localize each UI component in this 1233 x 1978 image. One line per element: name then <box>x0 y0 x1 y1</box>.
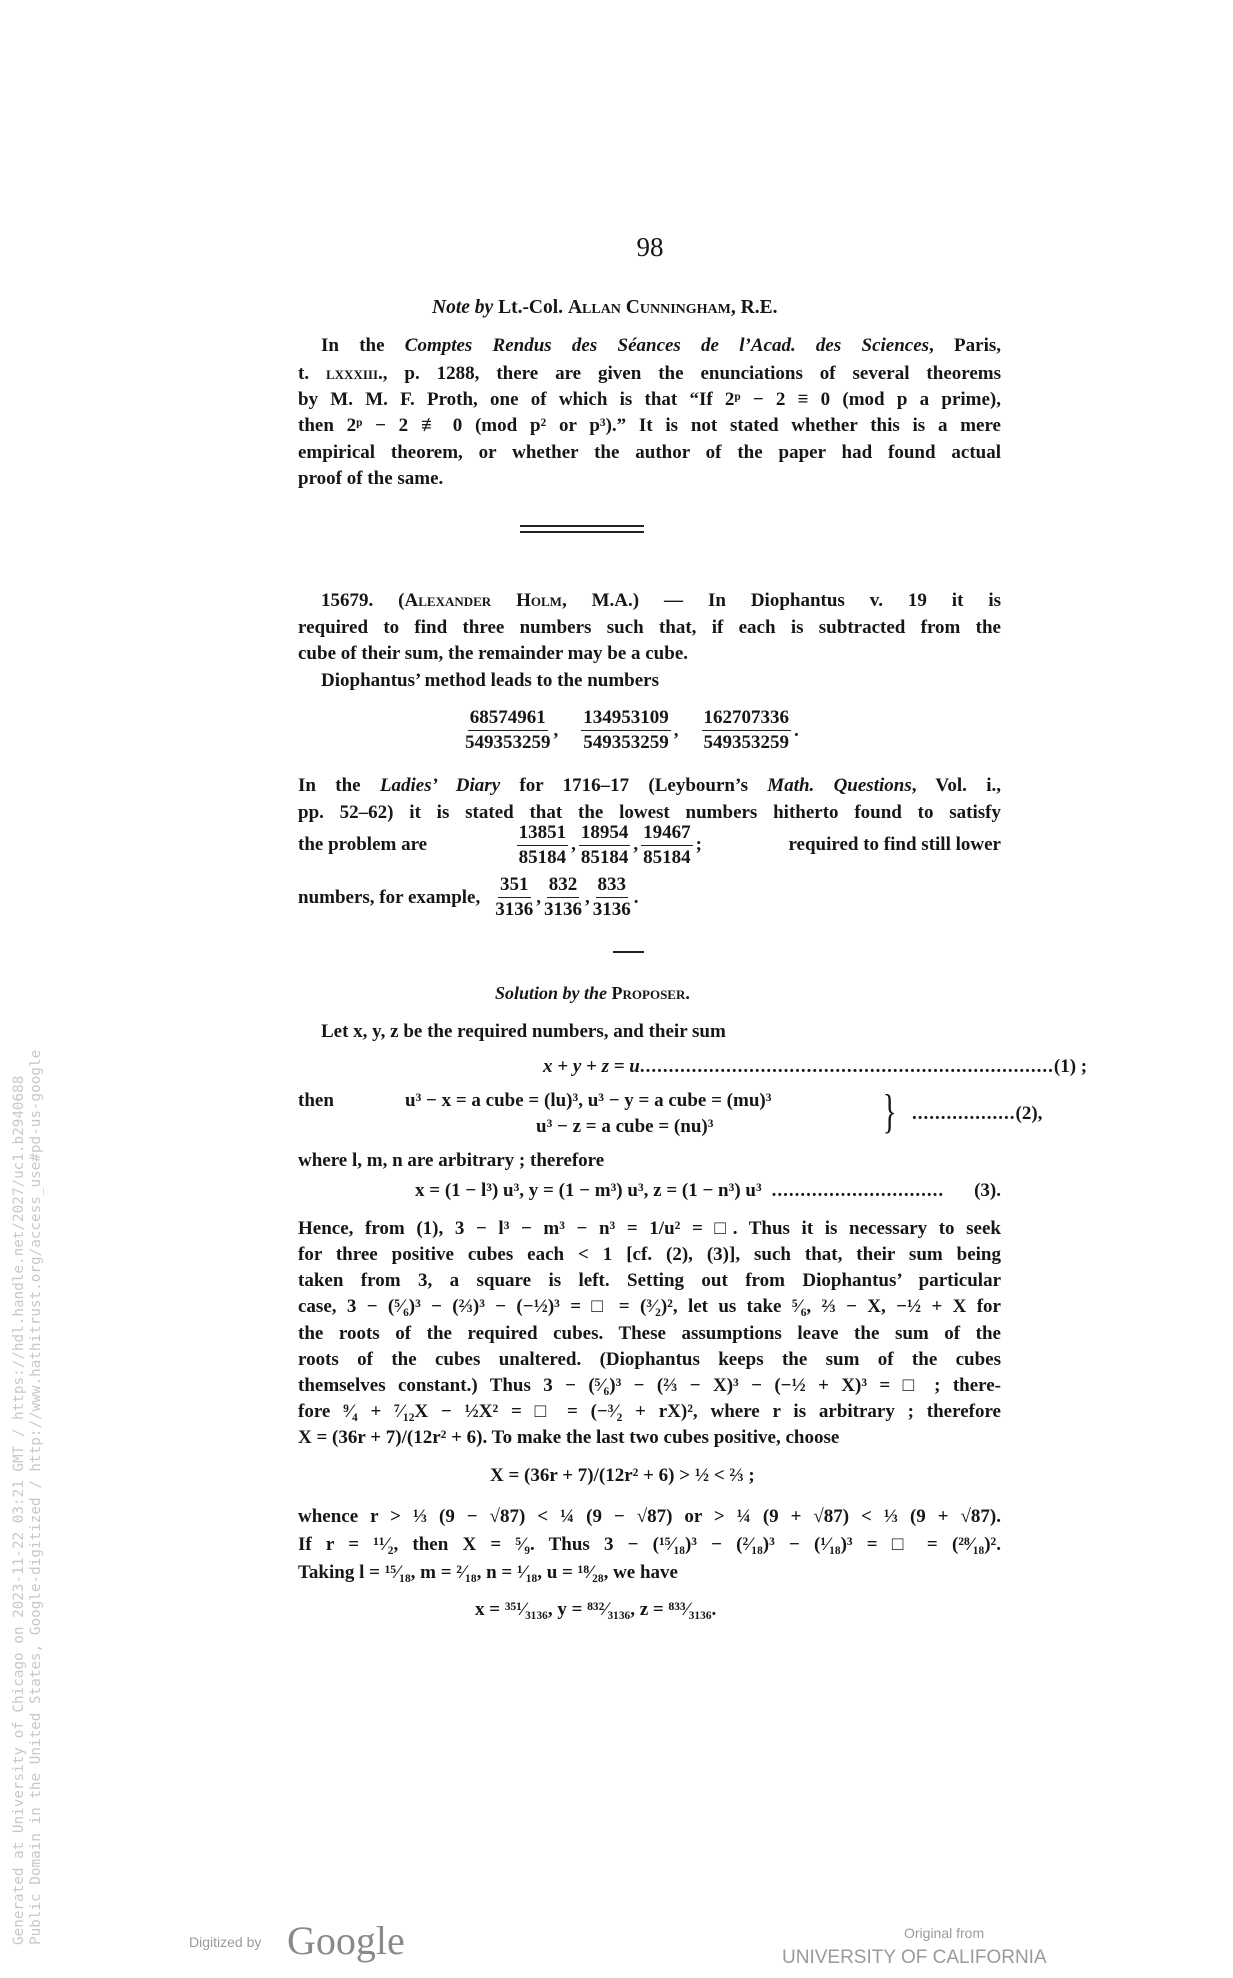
solution-line: where l, m, n are arbitrary ; therefore <box>298 1150 605 1171</box>
google-logo: Google <box>287 1918 405 1963</box>
equation-2a: u³ − x = a cube = (lu)³, u³ − y = a cube = (mu)³ <box>405 1090 772 1111</box>
separator: ; <box>695 834 702 855</box>
note-line: by M. M. F. Proth, one of which is that “If 2ᵖ − 2 ≡ 0 (mod p a prime), <box>298 389 1001 410</box>
note-line <box>298 361 1001 387</box>
note-heading <box>432 295 777 321</box>
denominator: 549353259 <box>465 732 551 753</box>
denominator: 3136 <box>592 899 631 920</box>
solution-line: roots of the cubes unaltered. (Diophantus keeps the sum of the cubes <box>298 1349 1001 1370</box>
text: In the <box>321 335 405 356</box>
separator: , <box>553 719 559 741</box>
numerator: 18954 <box>579 821 631 846</box>
publication-title: Ladies’ Diary <box>379 775 501 796</box>
solution-line: Taking l = ¹⁵⁄₁₈, m = ²⁄₁₈, n = ¹⁄₁₈, u = ¹⁸⁄₂₈, we have <box>298 1562 678 1583</box>
equation-2-tag <box>912 1101 1043 1127</box>
question-line-fractions <box>298 820 1001 870</box>
question-line <box>321 588 1001 614</box>
denominator: 549353259 <box>703 732 789 753</box>
denominator: 85184 <box>643 846 691 868</box>
volume-number: lxxxiii. <box>326 363 383 384</box>
denominator: 3136 <box>495 899 534 920</box>
question-line: Diophantus’ method leads to the numbers <box>321 670 659 691</box>
page-number: 98 <box>636 232 664 262</box>
solution-heading <box>495 980 690 1006</box>
denominator: 549353259 <box>583 732 669 753</box>
solution-line: themselves constant.) Thus 3 − (⁵⁄₆)³ − (⅔ − X)³ − (−½ + X)³ = □ ; there- <box>298 1375 1001 1396</box>
publication-title: Math. Questions <box>767 775 912 796</box>
equation-1 <box>543 1054 1088 1080</box>
equation-number: (3). <box>974 1180 1001 1201</box>
equation-number: (1) ; <box>1053 1056 1088 1077</box>
denominator: 85184 <box>518 846 567 868</box>
question-line: pp. 52–62) it is stated that the lowest numbers hitherto found to satisfy <box>298 802 1001 823</box>
separator: . <box>794 719 799 741</box>
fraction <box>641 821 693 870</box>
fraction <box>593 873 631 922</box>
numerator: 13851 <box>517 821 569 846</box>
text: , p. 1288, there are given the enunciations of several theorems <box>382 363 1001 384</box>
institution-name: UNIVERSITY OF CALIFORNIA <box>782 1947 1047 1968</box>
question-line <box>298 773 1001 799</box>
solution-line: fore ⁹⁄₄ + ⁷⁄₁₂X − ½X² = □ = (−³⁄₂ + rX)², where r is arbitrary ; therefore <box>298 1401 1001 1422</box>
fraction <box>465 706 551 755</box>
diophantus-fractions <box>462 706 799 755</box>
text: the problem are <box>298 834 428 855</box>
question-line: required to find three numbers such that, if each is subtracted from the <box>298 617 1001 638</box>
dot-leader: ........................................................................ <box>639 1056 1054 1077</box>
solution-heading-italic: Solution by the <box>495 983 608 1003</box>
then-label: then <box>298 1090 334 1111</box>
text: for 1716–17 (Leybourn’s <box>500 775 768 796</box>
diary-fractions <box>514 821 702 870</box>
fraction <box>702 706 792 755</box>
fraction <box>581 706 671 755</box>
denominator: 85184 <box>580 846 629 868</box>
dot-leader: .................. <box>912 1103 1016 1124</box>
note-line <box>321 333 1001 359</box>
solution-line: case, 3 − (⁵⁄₆)³ − (⅔)³ − (−½)³ = □ = (³⁄₂)², let us take ⁵⁄₆, ⅔ − X, −½ + X for <box>298 1296 1001 1317</box>
watermark-line-2: Public Domain in the United States, Google-digitized / http://www.hathitrust.org/access_use#pd-us-google <box>28 1049 44 1945</box>
numerator: 351 <box>498 873 531 898</box>
result-equation: x = ³⁵¹⁄₃₁₃₆, y = ⁸³²⁄₃₁₃₆, z = ⁸³³⁄₃₁₃₆. <box>475 1599 717 1620</box>
separator: , <box>673 719 679 741</box>
question-number: 15679. <box>321 590 374 611</box>
question-line: cube of their sum, the remainder may be a cube. <box>298 643 689 664</box>
note-heading-italic: Note by <box>432 297 494 318</box>
hathitrust-watermark <box>11 985 45 1945</box>
numerator: 68574961 <box>468 706 548 731</box>
equation-number: (2), <box>1015 1103 1043 1124</box>
numerator: 134953109 <box>581 706 671 731</box>
separator: , <box>585 886 590 908</box>
original-from-label: Original from <box>904 1925 985 1941</box>
solution-line: taken from 3, a square is left. Setting out from Diophantus’ particular <box>298 1270 1001 1291</box>
equation-2b: u³ − z = a cube = (nu)³ <box>536 1116 714 1137</box>
text: ( <box>373 590 405 611</box>
section-divider <box>613 951 644 953</box>
note-heading-suffix: , R.E. <box>730 297 778 318</box>
double-rule-top <box>520 525 644 527</box>
text: , Vol. i., <box>911 775 1001 796</box>
separator: . <box>633 886 639 908</box>
equation-3 <box>415 1178 1001 1204</box>
fraction <box>579 821 631 870</box>
separator: , <box>536 886 541 908</box>
fraction <box>517 821 569 870</box>
separator: , <box>633 834 639 855</box>
text: numbers, for example, <box>298 886 481 908</box>
right-brace: } <box>882 1085 897 1138</box>
solution-line: If r = ¹¹⁄₂, then X = ⁵⁄₉. Thus 3 − (¹⁵⁄₁₈)³ − (²⁄₁₈)³ − (¹⁄₁₈)³ = □ = (²⁸⁄₁₈)². <box>298 1534 1001 1555</box>
solution-line: Let x, y, z be the required numbers, and their sum <box>321 1021 726 1042</box>
denominator: 3136 <box>544 899 582 920</box>
numerator: 19467 <box>641 821 693 846</box>
watermark-line-1: Generated at University of Chicago on 2023-11-22 03:21 GMT / https://hdl.handle.net/2027/uc1.b2940688 <box>11 1075 27 1945</box>
separator: , <box>571 834 576 855</box>
double-rule-bottom <box>520 531 644 533</box>
solution-line: the roots of the required cubes. These assumptions leave the sum of the <box>298 1323 1001 1344</box>
solution-heading-author: Proposer. <box>611 983 690 1003</box>
equation: x + y + z = u <box>543 1056 640 1077</box>
question-author: Alexander Holm <box>404 590 562 611</box>
note-heading-rank: Lt.-Col. <box>493 297 568 318</box>
dot-leader: .............................. <box>771 1180 945 1201</box>
text: t. <box>298 363 326 384</box>
solution-line: Hence, from (1), 3 − l³ − m³ − n³ = 1/u² = □. Thus it is necessary to seek <box>298 1218 1001 1239</box>
equation: x = (1 − l³) u³, y = (1 − m³) u³, z = (1 − n³) u³ <box>415 1180 762 1201</box>
text: , Paris, <box>929 335 1001 356</box>
note-line: empirical theorem, or whether the author of the paper had found actual <box>298 442 1001 463</box>
solution-line: whence r > ⅓ (9 − √87) < ¼ (9 − √87) or > ¼ (9 + √87) < ⅓ (9 + √87). <box>298 1506 1001 1527</box>
numerator: 833 <box>596 873 629 898</box>
fraction <box>495 873 533 922</box>
journal-title: Comptes Rendus des Séances de l’Acad. des Sciences <box>404 335 930 356</box>
numerator: 162707336 <box>702 706 792 731</box>
note-line: then 2ᵖ − 2 ≢ 0 (mod p² or p³).” It is not stated whether this is a mere <box>298 415 1001 436</box>
numerator: 832 <box>547 873 580 898</box>
note-heading-author: Allan Cunningham <box>567 297 731 318</box>
solution-line: for three positive cubes each < 1 [cf. (2), (3)], such that, their sum being <box>298 1244 1001 1265</box>
solution-line: X = (36r + 7)/(12r² + 6). To make the last two cubes positive, choose <box>298 1427 840 1448</box>
note-line: proof of the same. <box>298 468 444 489</box>
text: In the <box>298 775 380 796</box>
text: required to find still lower <box>788 834 1001 855</box>
text: , M.A.) — In Diophantus v. 19 it is <box>561 590 1002 611</box>
digitized-by-label: Digitized by <box>189 1934 262 1950</box>
fraction <box>544 873 582 922</box>
question-line-example <box>298 873 639 922</box>
equation-4: X = (36r + 7)/(12r² + 6) > ½ < ⅔ ; <box>490 1465 755 1486</box>
